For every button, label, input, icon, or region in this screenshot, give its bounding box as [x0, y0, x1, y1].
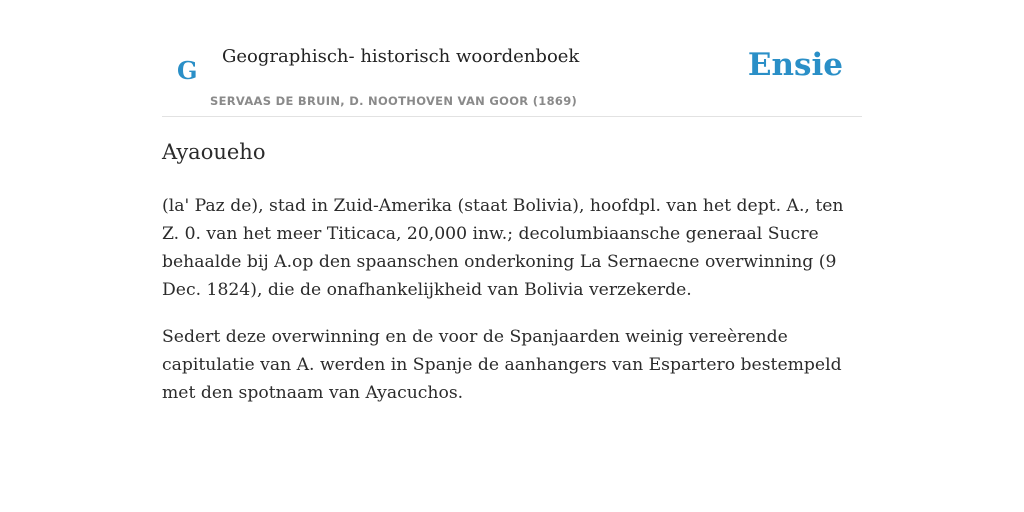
entry-paragraph: (la' Paz de), stad in Zuid-Amerika (staat Bolivia), hoofdpl. van het dept. A., ten Z. 0. van het meer Titicaca, 20,000 inw.; decolumbiaansche generaal Sucre behaalde bij A.op den spaanschen onderkoning La Sernaecne overwinning (9 Dec. 1824), die de onafhankelijkheid van Bolivia verzekerde. [162, 196, 844, 300]
book-title-link[interactable]: Geographisch- historisch woordenboek [222, 46, 580, 67]
book-authors: SERVAAS DE BRUIN, D. NOOTHOVEN VAN GOOR (1869) [210, 94, 578, 108]
ensie-logo-link[interactable]: Ensie [747, 47, 843, 83]
page-container [162, 0, 862, 403]
entry-body [162, 192, 862, 426]
header [162, 0, 862, 117]
entry-title: Ayaoueho [162, 140, 266, 164]
entry-paragraph: Sedert deze overwinning en de voor de Spanjaarden weinig vereèrende capitulatie van A. werden in Spanje de aanhangers van Espartero bestempeld met den spotnaam van Ayacuchos. [162, 327, 842, 403]
book-logo[interactable]: G [177, 56, 198, 85]
